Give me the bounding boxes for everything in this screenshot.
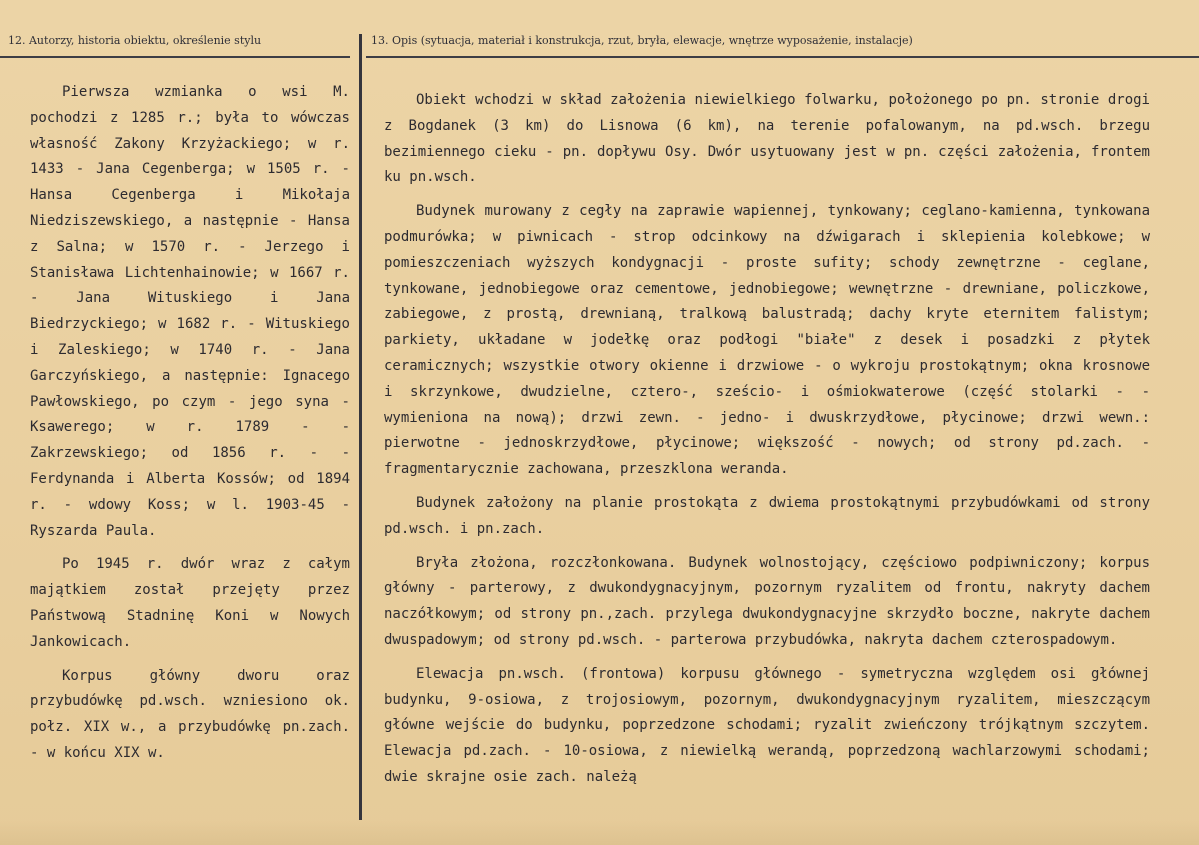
column-divider: [359, 34, 362, 820]
description-paragraph: Budynek założony na planie prostokąta z dwiema prostokątnymi przybudówkami od strony pd.wsch. i pn.zach.: [384, 494, 1150, 537]
history-paragraph: Pierwsza wzmianka o wsi M. pochodzi z 1285 r.; była to wówczas własność Zakony Krzyżackiego; w r. 1433 - Jana Cegenberga; w 1505 r. - Hansa Cegenberga i Mikołaja Niedziszewskiego, a następnie - Hansa z Salna; w 1570 r. - Jerzego i Stanisława Lichtenhainowie; w 1667 r. - Jana Wituskiego i Jana Biedrzyckiego; w 1682 r. - Wituskiego i Zaleskiego; w 1740 r. - Jana Garczyńskiego, a następnie: Ignacego Pawłowskiego, po czym - jego syna - Ksawerego; w r. 1789 - - Zakrzewskiego; od 1856 r. - - Ferdynanda i Alberta Kossów; od 1894 r. - wdowy Koss; w l. 1903-45 - Ryszarda Paula.: [30, 84, 350, 539]
description-paragraph: Elewacja pn.wsch. (frontowa) korpusu głównego - symetryczna względem osi głównej budynku, 9-osiowa, z trojosiowym, pozornym, dwukondygnacyjnym ryzalitem, mieszczącym główne wejście do budynku, poprzedzone schodami; ryzalit zwieńczony trójkątnym szczytem. Elewacja pd.zach. - 10-osiowa, z niewielką werandą, poprzedzoną wachlarzowymi schodami; dwie skrajne osie zach. należą: [384, 665, 1150, 785]
history-paragraph: Korpus główny dworu oraz przybudówkę pd.wsch. wzniesiono ok. połz. XIX w., a przybudówkę pn.zach. - w końcu XIX w.: [30, 667, 350, 761]
description-paragraph: Budynek murowany z cegły na zaprawie wapiennej, tynkowany; ceglano-kamienna, tynkowana podmurówka; w piwnicach - strop odcinkowy na dźwigarach i sklepienia kolebkowe; w pomieszczeniach wyższych kondygnacji - proste sufity; schody zewnętrzne - ceglane, tynkowane, jednobiegowe oraz cementowe, jednobiegowe; wewnętrzne - drewniane, policzkowe, zabiegowe, z prostą, drewnianą, tralkową balustradą; dachy kryte eternitem falistym; parkiety, układane w jodełkę oraz podłogi "białe" z desek i posadzki z płytek ceramicznych; wszystkie otwory okienne i drzwiowe - o wykroju prostokątnym; okna krosnowe i skrzynkowe, dwudzielne, cztero-, sześcio- i ośmiokwaterowe (część stolarki - - wymieniona na nową); drzwi zewn. - jedno- i dwuskrzydłowe, płycinowe; drzwi wewn.: pierwotne - jednoskrzydłowe, płycinowe; większość - nowych; od strony pd.zach. - fragmentarycznie zachowana, przeszklona weranda.: [384, 203, 1150, 478]
description-paragraph: Bryła złożona, rozczłonkowana. Budynek wolnostojący, częściowo podpiwniczony; korpus główny - parterowy, z dwukondygnacyjnym, pozornym ryzalitem od frontu, nakryty dachem naczółkowym; od strony pn.,zach. przylega dwukondygnacyjne skrzydło boczne, nakryte dachem dwuspadowym; od strony pd.wsch. - parterowa przybudówka, nakryta dachem czterospadowym.: [384, 554, 1150, 648]
header-rule-left: [0, 56, 350, 58]
description-paragraph: Obiekt wchodzi w skład założenia niewielkiego folwarku, położonego po pn. stronie drogi z Bogdanek (3 km) do Lisnowa (6 km), na terenie pofalowanym, na pd.wsch. brzegu bezimiennego cieku - pn. dopływu Osy. Dwór usytuowany jest w pn. części założenia, frontem ku pn.wsch.: [384, 92, 1150, 186]
section-12-heading: 12. Autorzy, historia obiektu, określenie stylu: [8, 34, 262, 47]
history-column: [30, 80, 350, 767]
history-paragraph: Po 1945 r. dwór wraz z całym majątkiem został przejęty przez Państwową Stadninę Koni w Nowych Jankowicach.: [30, 556, 350, 650]
description-column: [384, 88, 1150, 791]
header-rule-right: [366, 56, 1199, 58]
page-bottom-shade: [0, 820, 1199, 845]
section-13-heading: 13. Opis (sytuacja, materiał i konstrukcja, rzut, bryła, elewacje, wnętrze wyposażenie, instalacje): [371, 34, 913, 47]
